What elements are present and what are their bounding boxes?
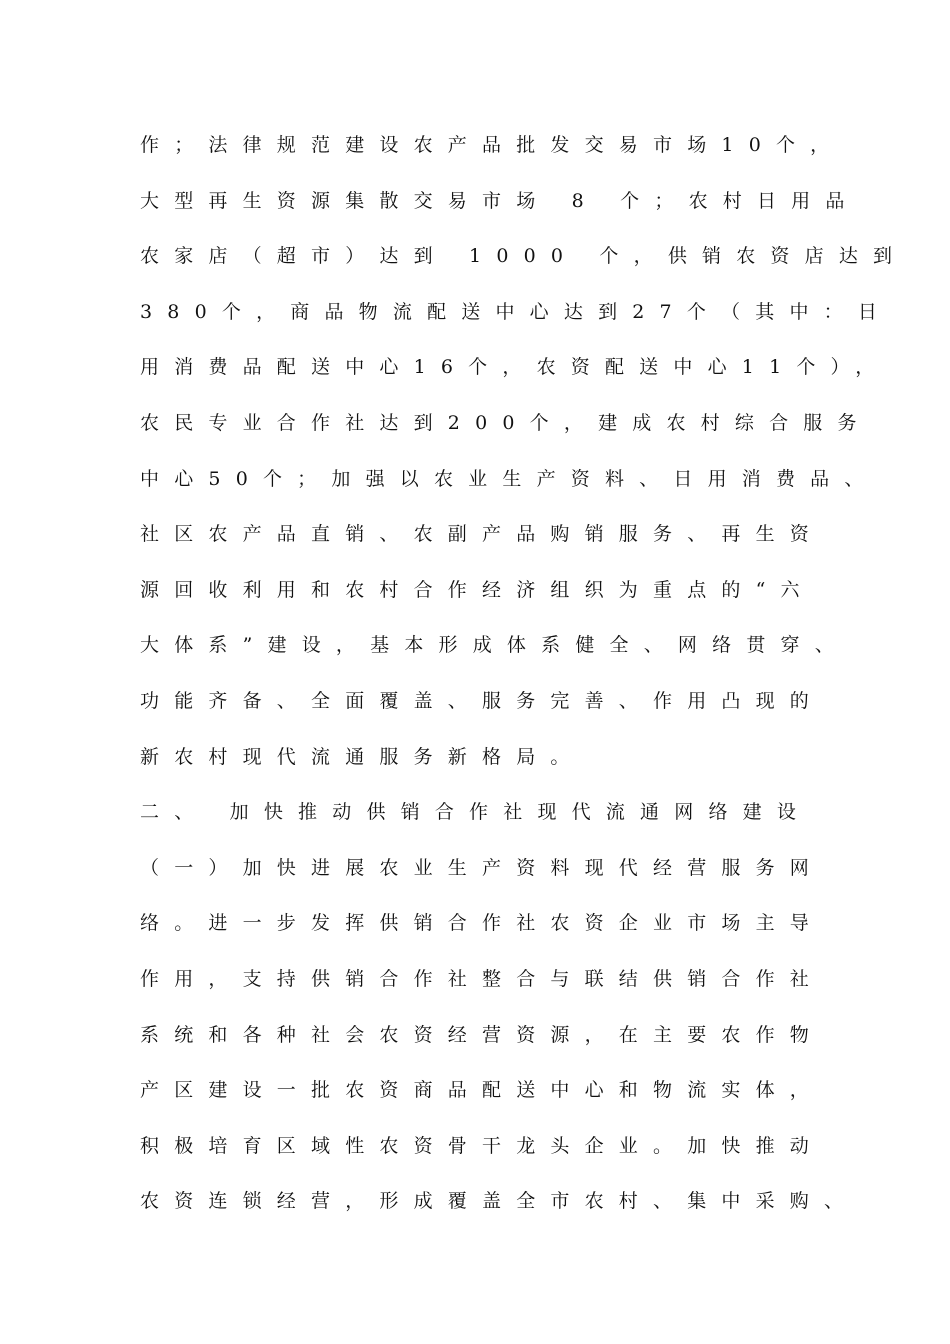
text-line: 农民专业合作社达到200个，建成农村综合服务 [140, 411, 872, 434]
text-line: 新农村现代流通服务新格局。 [140, 745, 585, 768]
text-line: 农资连锁经营，形成覆盖全市农村、集中采购、 [140, 1190, 859, 1213]
text-line: 380个，商品物流配送中心达到27个（其中：日 [140, 300, 893, 323]
text-line: 产区建设一批农资商品配送中心和物流实体， [140, 1079, 825, 1102]
text-line: 源回收利用和农村合作经济组织为重点的“六 [140, 578, 815, 601]
body-text [140, 118, 908, 1230]
text-line: 大体系”建设，基本形成体系健全、网络贯穿、 [140, 634, 849, 657]
text-line: 作用，支持供销合作社整合与联结供销合作社 [140, 967, 825, 990]
text-line: 大型再生资源集散交易市场 8 个；农村日用品 [140, 189, 860, 212]
text-line: 络。进一步发挥供销合作社农资企业市场主导 [140, 912, 825, 935]
text-line: 农家店（超市）达到 1000 个，供销农资店达到 [140, 245, 908, 268]
text-line: 积极培育区域性农资骨干龙头企业。加快推动 [140, 1134, 825, 1157]
text-line: 社区农产品直销、农副产品购销服务、再生资 [140, 523, 825, 546]
text-line: 系统和各种社会农资经营资源，在主要农作物 [140, 1023, 825, 1046]
text-line: 功能齐备、全面覆盖、服务完善、作用凸现的 [140, 689, 825, 712]
text-line: （一）加快进展农业生产资料现代经营服务网 [140, 856, 825, 879]
text-line: 作；法律规范建设农产品批发交易市场10个， [140, 134, 845, 156]
text-line: 用消费品配送中心16个，农资配送中心11个）， [140, 356, 890, 379]
section-heading: 二、 加快推动供销合作社现代流通网络建设 [140, 801, 812, 824]
text-line: 中心50个；加强以农业生产资料、日用消费品、 [140, 467, 879, 490]
